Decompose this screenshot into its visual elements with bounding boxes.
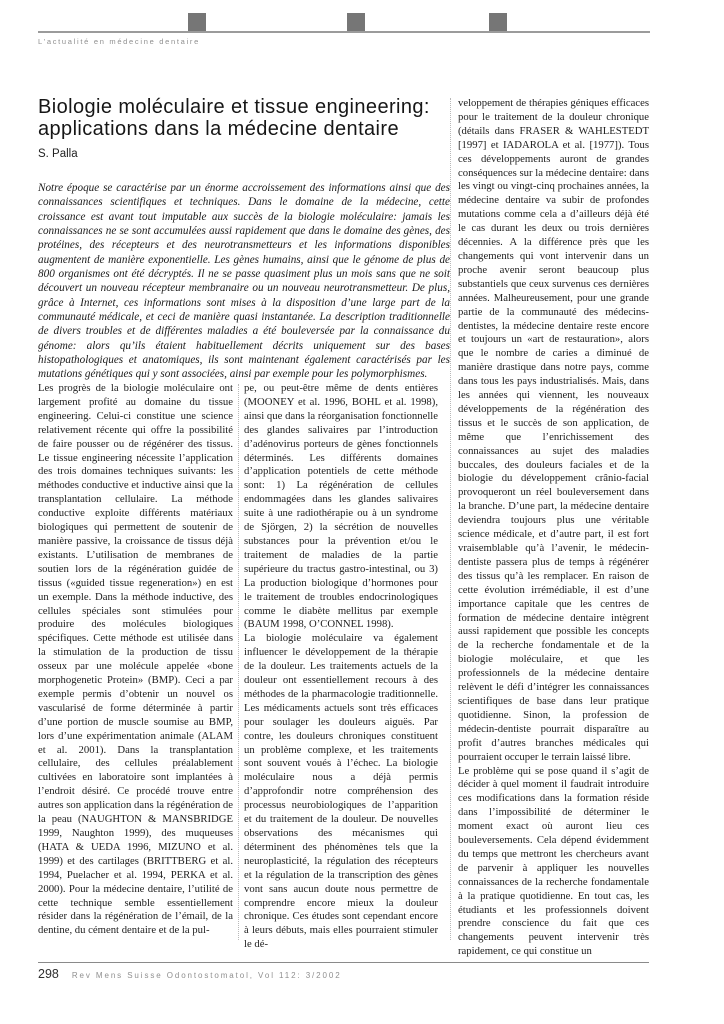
article-abstract: Notre époque se caractérise par un énorme accroissement des informations ainsi que des connaissances scientifiques et techniques. Dans le domaine de la médecine, cette croissance est avant tout imputable aux succès de la biologie moléculaire: jamais les connaissances ne se sont accumulées aussi rapidement que dans le domaine des gènes, des protéines, des récepteurs et des neurotransmetteurs et les informations disponibles augmentent de manière exponentielle. Les gènes humains, ainsi que le génome de plus de 800 organismes ont été décryptés. Il ne se passe quasiment plus un mois sans que ne soit découvert un nouveau récepteur membranaire ou un nouveau neurotransmetteur. De plus, grâce à Internet, ces informations sont mises à la disposition d’une large part de la communauté médicale, et ceci de manière quasi instantanée. La description traditionnelle de divers troubles et de différentes maladies a été bouleversée par la connaissance du génome: alors qu’ils étaient habituellement décrits uniquement sur des bases histopathologiques et anatomiques, ils sont maintenant également caractérisés par les mutations génétiques qui y sont associées, ainsi par exemple pour les polymorphismes. [38,182,450,381]
journal-reference: Rev Mens Suisse Odontostomatol, Vol 112: 3/2002 [71,971,342,980]
section-kicker: L’actualité en médecine dentaire [38,37,200,46]
square-marker-icon [188,13,206,31]
footer-rule [38,962,649,963]
body-column-middle: pe, ou peut-être même de dents entières (MOONEY et al. 1996, BOHL et al. 1998), ainsi que dans la réorganisation fonctionnelle des glandes salivaires par l’introduction d’adénovirus porteurs de gènes fonctionnels déterminés. Les différents domaines d’application potentiels de cette méthode sont: 1) La régénération de cellules endommagées dans les glandes salivaires suite à une radiothérapie ou à un syndrome de Sjörgen, 2) la sécrétion de nouvelles substances pour la prévention et/ou le traitement de maladies de la partie supérieure du tractus gastro-intestinal, ou 3) La production biologique d’hormones pour le traitement de troubles endocrinologiques comme le diabète mellitus par exemple (BAUM 1998, O’CONNEL 1998). La biologie moléculaire va également influencer le développement de la thérapie de la douleur. Les traitements actuels de la douleur ont essentiellement recours à des méthodes de la pharmacologie traditionnelle. Les médicaments actuels sont très efficaces pour soulager les douleurs aiguës. Par contre, les douleurs chroniques constituent un problème complexe, et les traitements sont souvent voués à l’échec. La biologie moléculaire nous a déjà permis d’approfondir notre compréhension des processus neurobiologiques de l’apparition et du traitement de la douleur. De nouvelles observations des mécanismes qui déterminent des phénomènes tels que la neuroplasticité, la régulation des récepteurs et la régulation de la transcription des gènes vont sans aucun doute nous permettre de comprendre encore mieux la douleur chronique. Ces études sont cependant encore à leurs débuts, mais elles pourraient stimuler le dé- [244,382,438,951]
square-marker-icon [489,13,507,31]
footer [38,967,342,981]
column-separator [238,384,239,940]
column-separator [450,98,451,940]
page-number: 298 [38,967,59,981]
header-rule [38,31,650,33]
square-marker-icon [347,13,365,31]
body-column-right: veloppement de thérapies géniques efficaces pour le traitement de la douleur chronique (détails dans FRASER & WAHLESTEDT [1997] et IADAROLA et al. [1977]). Tous ces développements auront de grandes conséquences sur la médecine dentaire: dans les vingt ou vingt-cinq prochaines années, la médecine dentaire va subir de profondes mutations comme cela a d’ailleurs déjà été le cas durant les deux ou trois dernières décennies. A la différence près que les changements qui vont intervenir dans un proche avenir seront beaucoup plus substantiels que ceux survenus ces dernières années. Malheureusement, pour une grande partie de la communauté des médecins-dentistes, la médecine dentaire reste encore et toujours un «art de restauration», alors que le nombre de caries a diminué de manière drastique dans notre pays, comme dans tous les pays industrialisés. Mais, dans les années qui viennent, les nouveaux développements de la régénération des tissus et le succès de son application, de même que l’enrichissement des connaissances au sujet des maladies buccales, des douleurs faciales et de la biologie du développement crânio-facial provoqueront un réel bouleversement dans la branche. D’une part, la médecine dentaire deviendra toujours plus une véritable science médicale, et d’autre part, il est fort vraisemblable qu’à l’avenir, le médecin-dentiste passera plus de temps à régénérer des tissus qu’à les remplacer. En raison de cette évolution irrémédiable, il est d’une importance capitale que les centres de formation de médecine dentaire intègrent aussi rapidement que possible les concepts de la recherche fondamentale et de la biologie moléculaire, et que les professionnels de la médecine dentaire relèvent le défi d’intégrer les connaissances scientifiques de base dans leur pratique quotidienne. Sinon, la profession de médecin-dentiste pourrait disparaître au profit d’autres branches médicales qui pourraient occuper le terrain laissé libre. Le problème qui se pose quand il s’agit de décider à quel moment il faudrait introduire ces modifications dans la formation réside dans l’impossibilité de déterminer le moment exact où auront lieu ces bouleversements. Cela dépend évidemment du temps que mettront les chercheurs avant de parvenir à appliquer les nouvelles connaissances de la recherche fondamentale à la pratique quotidienne. En tout cas, les étudiants et les professionnels doivent prendre conscience du fait que ces changements peuvent intervenir très rapidement, ce qui constitue un [458,97,649,958]
body-column-left: Les progrès de la biologie moléculaire ont largement profité au domaine du tissue engineering. Celui-ci constitue une science relativement récente qui offre la possibilité de faire pousser ou de régénérer des tissus. Le tissue engineering nécessite l’application des trois domaines techniques suivants: les méthodes conductive et inductive ainsi que la transplantation cellulaire. La méthode conductive exploite différents matériaux biologiques qui permettent de soutenir de manière passive, la croissance de tissus déjà existants. L’utilisation de membranes de soutien lors de la régénération guidée de tissus («guided tissue regeneration») en est un exemple. Dans la méthode inductive, des cellules spéciales sont stimulées pour produire des molécules biologiques spécifiques. Cette méthode est utilisée dans la stimulation de la production de tissu osseux par une molécule appelée «bone morphogenetic Protein» (BMP). Ceci a par exemple permis d’obtenir un nouvel os vascularisé de forme déterminée à partir d’une portion de muscle soumise au BMP, lors d’une expérimentation animale (ALAM et al. 2001). Dans la transplantation cellulaire, des cellules préalablement cultivées en laboratoire sont implantées à l’endroit désiré. Ce procédé trouve entre autres son application dans la régénération de la peau (NAUGHTON & MANSBRIDGE 1999, Naughton 1999), des muqueuses (HATA & UEDA 1996, MIZUNO et al. 1999) et des cartilages (BRITTBERG et al. 1994, Puelacher et al. 1994, PERKA et al. 2000). Pour la médecine dentaire, l’utilité de cette technique semble essentiellement résider dans la régénération de l’émail, de la dentine, du cément dentaire et de la pul- [38,382,233,937]
article-title: Biologie moléculaire et tissue engineering: applications dans la médecine dentaire [38,96,430,140]
article-author: S. Palla [38,148,78,160]
